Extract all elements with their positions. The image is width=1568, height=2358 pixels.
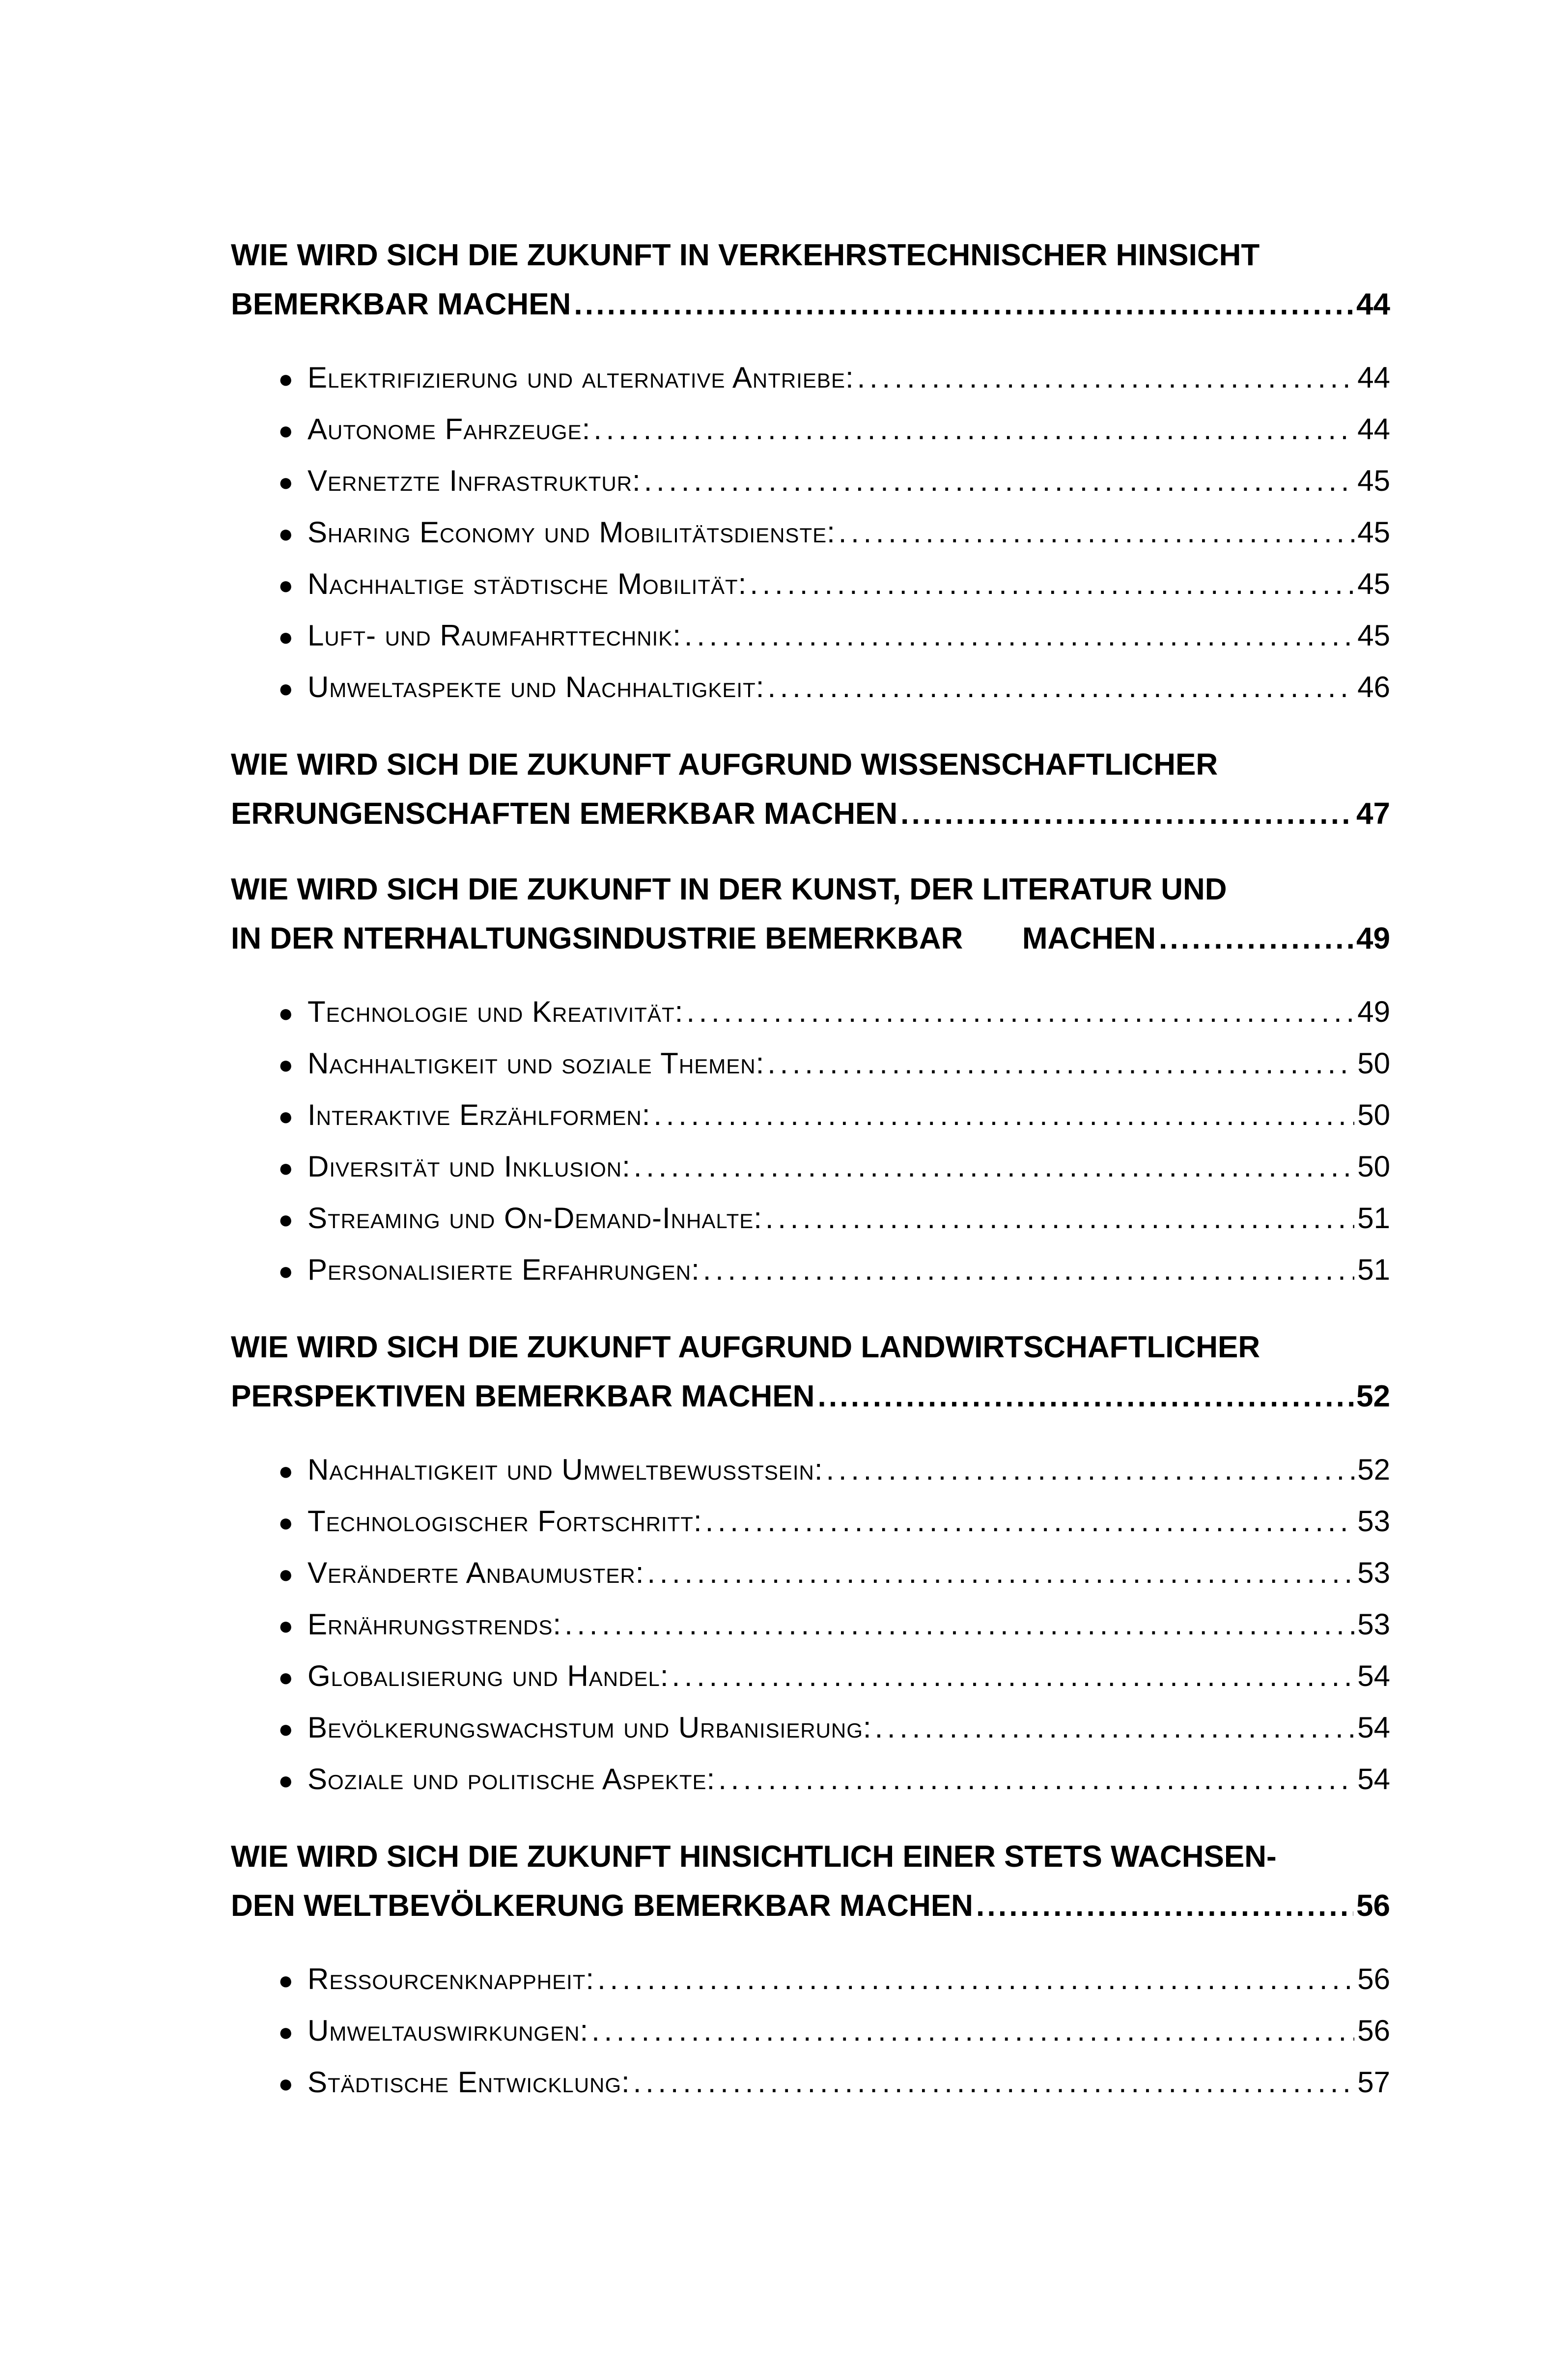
entry-label: Ressourcenknappheit: (308, 1963, 595, 1995)
section-entries (231, 353, 1390, 714)
bullet-icon: ● (278, 520, 294, 548)
dot-leader (684, 611, 1354, 660)
bullet-icon: ● (278, 1509, 294, 1537)
entry-label: Sharing Economy und Mobilitätsdienste: (308, 516, 836, 549)
bullet-icon: ● (278, 571, 294, 600)
dot-leader (767, 1039, 1354, 1088)
entry-page-number: 50 (1357, 1047, 1390, 1080)
entry-label: Ernährungstrends: (308, 1608, 562, 1641)
section-page-number: 52 (1356, 1379, 1390, 1413)
table-of-contents (231, 231, 1390, 2135)
toc-entry[interactable] (231, 1193, 1390, 1245)
entry-page-number: 54 (1357, 1659, 1390, 1692)
bullet-icon: ● (278, 365, 294, 393)
dot-leader (857, 353, 1355, 402)
entry-label: Bevölkerungswachstum und Urbanisierung: (308, 1711, 872, 1744)
entry-page-number: 46 (1357, 671, 1390, 703)
entry-label: Nachhaltigkeit und soziale Themen: (308, 1047, 765, 1080)
bullet-icon: ● (278, 999, 294, 1028)
entry-page-number: 52 (1357, 1453, 1390, 1486)
bullet-icon: ● (278, 1560, 294, 1589)
dot-leader (591, 2006, 1354, 2055)
toc-entry[interactable] (231, 611, 1390, 662)
entry-page-number: 53 (1357, 1556, 1390, 1589)
toc-entry[interactable] (231, 456, 1390, 507)
entry-label: Interaktive Erzählformen: (308, 1098, 651, 1131)
entry-label: Technologie und Kreativität: (308, 995, 684, 1028)
entry-page-number: 53 (1357, 1608, 1390, 1641)
toc-entry[interactable] (231, 1445, 1390, 1496)
section-heading-line: IN DER NTERHALTUNGSINDUSTRIE BEMERKBAR MACHEN . . . 49 (231, 914, 1390, 963)
dot-leader (644, 456, 1355, 505)
entry-label: Nachhaltigkeit und Umweltbewusstsein: (308, 1453, 823, 1486)
entry-page-number: 54 (1357, 1763, 1390, 1796)
dot-leader (705, 1496, 1355, 1546)
toc-entry[interactable] (231, 1090, 1390, 1142)
section-heading-line: ERRUNGENSCHAFTEN EMERKBAR MACHEN . . . 47 (231, 789, 1390, 839)
bullet-icon: ● (278, 1663, 294, 1692)
dot-leader (875, 1703, 1355, 1752)
dot-leader (564, 1600, 1354, 1649)
toc-section (231, 1323, 1390, 1806)
bullet-icon: ● (278, 623, 294, 651)
entry-page-number: 45 (1357, 516, 1390, 549)
dot-leader (765, 1193, 1354, 1243)
entry-label: Elektrifizierung und alternative Antriebe: (308, 361, 854, 394)
bullet-icon: ● (278, 1767, 294, 1795)
entry-page-number: 45 (1357, 567, 1390, 600)
toc-entry[interactable] (231, 404, 1390, 456)
bullet-icon: ● (278, 1102, 294, 1131)
dot-leader (634, 1142, 1354, 1191)
bullet-icon: ● (278, 1612, 294, 1640)
toc-entry[interactable] (231, 1142, 1390, 1193)
section-entries (231, 1445, 1390, 1806)
dot-leader (826, 1445, 1355, 1494)
entry-page-number: 50 (1357, 1098, 1390, 1131)
entry-page-number: 56 (1357, 1963, 1390, 1995)
bullet-icon: ● (278, 1206, 294, 1234)
section-page-number: 44 (1356, 287, 1390, 321)
dot-leader (593, 404, 1354, 454)
section-heading-line: PERSPEKTIVEN BEMERKBAR MACHEN . . . 52 (231, 1372, 1390, 1421)
toc-entry[interactable] (231, 1245, 1390, 1296)
bullet-icon: ● (278, 2070, 294, 2098)
bullet-icon: ● (278, 1457, 294, 1486)
entry-label: Streaming und On-Demand-Inhalte: (308, 1202, 762, 1235)
dot-leader (647, 1548, 1354, 1598)
toc-section (231, 231, 1390, 714)
section-heading-line: DEN WELTBEVÖLKERUNG BEMERKBAR MACHEN . . . 56 (231, 1881, 1390, 1931)
entry-label: Luft- und Raumfahrttechnik: (308, 619, 681, 652)
entry-label: Veränderte Anbaumuster: (308, 1556, 644, 1589)
entry-label: Umweltauswirkungen: (308, 2014, 589, 2047)
toc-entry[interactable] (231, 1496, 1390, 1548)
toc-entry[interactable] (231, 1548, 1390, 1600)
bullet-icon: ● (278, 2018, 294, 2047)
entry-page-number: 54 (1357, 1711, 1390, 1744)
toc-entry[interactable] (231, 1703, 1390, 1754)
dot-leader (750, 559, 1354, 609)
entry-label: Globalisierung und Handel: (308, 1659, 669, 1692)
section-heading-line: WIE WIRD SICH DIE ZUKUNFT IN DER KUNST, DER LITERATUR UND (231, 872, 1227, 906)
section-heading-line: WIE WIRD SICH DIE ZUKUNFT AUFGRUND WISSENSCHAFTLICHER (231, 748, 1218, 782)
bullet-icon: ● (278, 1966, 294, 1995)
toc-section (231, 1832, 1390, 2109)
entry-page-number: 45 (1357, 464, 1390, 497)
entry-label: Umweltaspekte und Nachhaltigkeit: (308, 671, 765, 703)
dot-leader (1159, 914, 1353, 963)
entry-page-number: 56 (1357, 2014, 1390, 2047)
toc-section (231, 740, 1390, 839)
toc-entry[interactable] (231, 353, 1390, 404)
entry-page-number: 44 (1357, 413, 1390, 446)
section-heading-line: WIE WIRD SICH DIE ZUKUNFT AUFGRUND LANDWIRTSCHAFTLICHER (231, 1330, 1260, 1364)
entry-label: Städtische Entwicklung: (308, 2066, 630, 2099)
dot-leader (900, 789, 1353, 839)
entry-label: Autonome Fahrzeuge: (308, 413, 591, 446)
dot-leader (703, 1245, 1355, 1294)
bullet-icon: ● (278, 1051, 294, 1079)
toc-entry[interactable] (231, 987, 1390, 1039)
entry-label: Diversität und Inklusion: (308, 1150, 631, 1183)
dot-leader (653, 1090, 1354, 1140)
section-heading-line: BEMERKBAR MACHEN . . . 44 (231, 280, 1390, 329)
dot-leader (839, 507, 1354, 557)
toc-entry[interactable] (231, 2006, 1390, 2057)
bullet-icon: ● (278, 1715, 294, 1743)
entry-page-number: 45 (1357, 619, 1390, 652)
entry-label: Personalisierte Erfahrungen: (308, 1253, 700, 1286)
dot-leader (767, 662, 1354, 712)
entry-page-number: 53 (1357, 1505, 1390, 1538)
bullet-icon: ● (278, 417, 294, 445)
section-heading[interactable] (231, 740, 1390, 839)
toc-entry[interactable] (231, 1954, 1390, 2006)
section-page-number: 47 (1356, 797, 1390, 831)
section-heading-line: WIE WIRD SICH DIE ZUKUNFT HINSICHTLICH EINER STETS WACHSEN- (231, 1840, 1277, 1874)
dot-leader (817, 1372, 1353, 1421)
section-heading[interactable] (231, 1323, 1390, 1421)
entry-label: Vernetzte Infrastruktur: (308, 464, 641, 497)
dot-leader (718, 1754, 1354, 1804)
entry-page-number: 51 (1357, 1202, 1390, 1235)
entry-label: Soziale und politische Aspekte: (308, 1763, 716, 1796)
section-heading[interactable] (231, 865, 1390, 963)
toc-entry[interactable] (231, 2057, 1390, 2109)
toc-entry[interactable] (231, 662, 1390, 714)
section-heading-line: WIE WIRD SICH DIE ZUKUNFT IN VERKEHRSTECHNISCHER HINSICHT (231, 238, 1260, 272)
entry-page-number: 57 (1357, 2066, 1390, 2099)
toc-section (231, 865, 1390, 1296)
section-heading[interactable] (231, 1832, 1390, 1931)
dot-leader (686, 987, 1354, 1037)
dot-leader (597, 1954, 1354, 2004)
section-page-number: 49 (1356, 922, 1390, 955)
bullet-icon: ● (278, 674, 294, 703)
bullet-icon: ● (278, 468, 294, 497)
entry-page-number: 51 (1357, 1253, 1390, 1286)
entry-page-number: 49 (1357, 995, 1390, 1028)
entry-page-number: 50 (1357, 1150, 1390, 1183)
bullet-icon: ● (278, 1154, 294, 1182)
toc-entry[interactable] (231, 1754, 1390, 1806)
toc-entry[interactable] (231, 1600, 1390, 1651)
dot-leader (976, 1881, 1353, 1931)
bullet-icon: ● (278, 1257, 294, 1286)
section-heading[interactable] (231, 231, 1390, 329)
dot-leader (574, 280, 1353, 329)
entry-label: Technologischer Fortschritt: (308, 1505, 702, 1538)
toc-entry[interactable] (231, 1651, 1390, 1703)
section-entries (231, 1954, 1390, 2109)
toc-entry[interactable] (231, 507, 1390, 559)
toc-entry[interactable] (231, 559, 1390, 611)
section-entries (231, 987, 1390, 1296)
dot-leader (672, 1651, 1355, 1701)
section-page-number: 56 (1356, 1889, 1390, 1923)
entry-label: Nachhaltige städtische Mobilität: (308, 567, 747, 600)
dot-leader (633, 2057, 1355, 2107)
toc-entry[interactable] (231, 1039, 1390, 1090)
entry-page-number: 44 (1357, 361, 1390, 394)
